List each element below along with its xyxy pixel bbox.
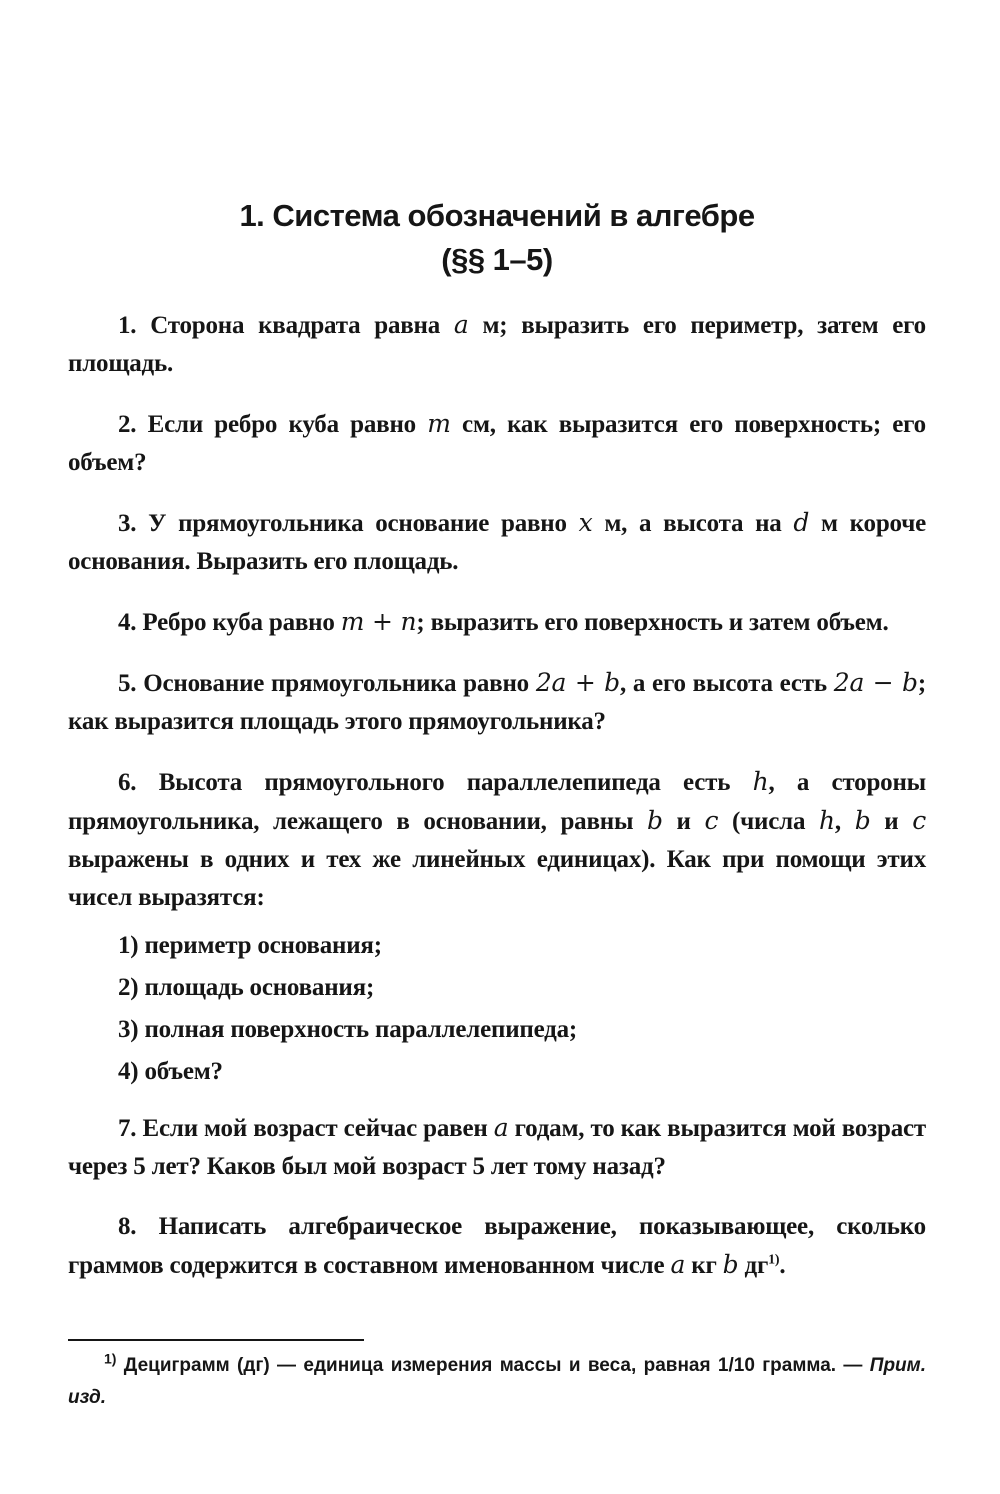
math-variable: 2a − b	[833, 668, 918, 697]
problem-text: Если мой возраст сейчас равен	[142, 1115, 494, 1142]
problem-number: 5.	[118, 670, 144, 697]
math-variable: a	[453, 310, 469, 339]
footnote-note-end: Прим. изд.	[68, 1355, 926, 1408]
problem-text: ; как выразится площадь этого прямоугольника?	[68, 670, 926, 735]
problem-number: 6.	[118, 769, 159, 796]
problem-text: ,	[834, 808, 855, 835]
problem-3	[68, 504, 926, 581]
problem-number: 2.	[118, 411, 148, 438]
problem-6-item-4: 4) объем?	[118, 1058, 223, 1085]
footnote-reference: 1)	[768, 1252, 780, 1268]
problem-text: .	[779, 1252, 786, 1279]
footnote-marker: 1)	[104, 1350, 117, 1367]
math-variable: c	[704, 806, 719, 835]
problem-2	[68, 405, 926, 482]
problem-text: м короче основания. Выразить его площадь.	[68, 510, 927, 575]
problem-text: , а стороны прямоугольника, лежащего в основании, равны	[68, 769, 927, 835]
problem-text: Сторона квадрата равна	[150, 312, 454, 339]
problem-number: 8.	[118, 1213, 159, 1240]
problem-1	[68, 306, 926, 383]
math-variable: a	[670, 1250, 686, 1279]
section-title	[68, 194, 926, 282]
problem-8	[68, 1208, 926, 1285]
problem-list	[68, 306, 926, 1307]
problem-5	[68, 664, 926, 741]
problem-text: Написать алгебраическое выражение, показывающее, сколько граммов содержится в составном именованном числе	[68, 1213, 926, 1279]
problem-text: , а его высота есть	[619, 670, 834, 697]
math-variable: b	[854, 806, 871, 835]
problem-text: и	[870, 808, 913, 835]
problem-6-sub-list	[68, 925, 926, 1093]
problem-text: (числа	[718, 808, 820, 835]
problem-6	[68, 763, 926, 917]
problem-text: ; выразить его поверхность и затем объем.	[416, 609, 889, 636]
problem-7	[68, 1109, 926, 1186]
problem-6-item-3: 3) полная поверхность параллелепипеда;	[118, 1016, 578, 1043]
math-variable: d	[793, 508, 810, 537]
footnote-divider	[68, 1339, 364, 1341]
math-variable: b	[647, 806, 663, 835]
problem-text: см, как выразится его поверхность; его объем?	[68, 411, 926, 476]
problem-number: 7.	[118, 1115, 143, 1142]
problem-text: дг	[738, 1252, 769, 1279]
problem-text: Основание прямоугольника равно	[143, 670, 536, 697]
problem-number: 4.	[118, 609, 143, 636]
section-title-line2: (§§ 1–5)	[441, 242, 553, 277]
footnote	[68, 1350, 926, 1414]
math-variable: b	[722, 1250, 739, 1279]
problem-text: Ребро куба равно	[142, 609, 341, 636]
math-variable: x	[578, 508, 593, 537]
math-variable: h	[752, 767, 769, 796]
math-variable: a	[493, 1113, 509, 1142]
problem-text: м; выразить его периметр, затем его площадь.	[68, 312, 926, 377]
problem-number: 3.	[118, 510, 149, 537]
math-variable: c	[912, 806, 926, 835]
problem-text: Если ребро куба равно	[147, 411, 428, 438]
footnote-text: Дециграмм (дг) — единица измерения массы и веса, равная 1/10 грамма. —	[116, 1355, 870, 1376]
math-variable: m	[427, 409, 451, 438]
problem-6-item-1: 1) периметр основания;	[118, 932, 382, 959]
problem-text: м, а высота на	[592, 510, 794, 537]
problem-text: У прямоугольника основание равно	[148, 510, 579, 537]
problem-text: годам, то как выразится мой возраст через 5 лет? Каков был мой возраст 5 лет тому назад?	[68, 1115, 926, 1180]
math-variable: h	[819, 806, 835, 835]
problem-6-item-2: 2) площадь основания;	[118, 974, 375, 1001]
problem-text: Высота прямоугольного параллелепипеда есть	[158, 769, 753, 796]
problem-text: кг	[685, 1252, 723, 1279]
problem-4	[68, 603, 926, 642]
problem-text: выражены в одних и тех же линейных единицах). Как при помощи этих чисел выразятся:	[68, 846, 926, 911]
math-variable: m + n	[340, 607, 417, 636]
problem-number: 1.	[118, 312, 151, 339]
section-title-line1: 1. Система обозначений в алгебре	[239, 198, 755, 233]
math-variable: 2a + b	[535, 668, 620, 697]
problem-text: и	[662, 808, 705, 835]
